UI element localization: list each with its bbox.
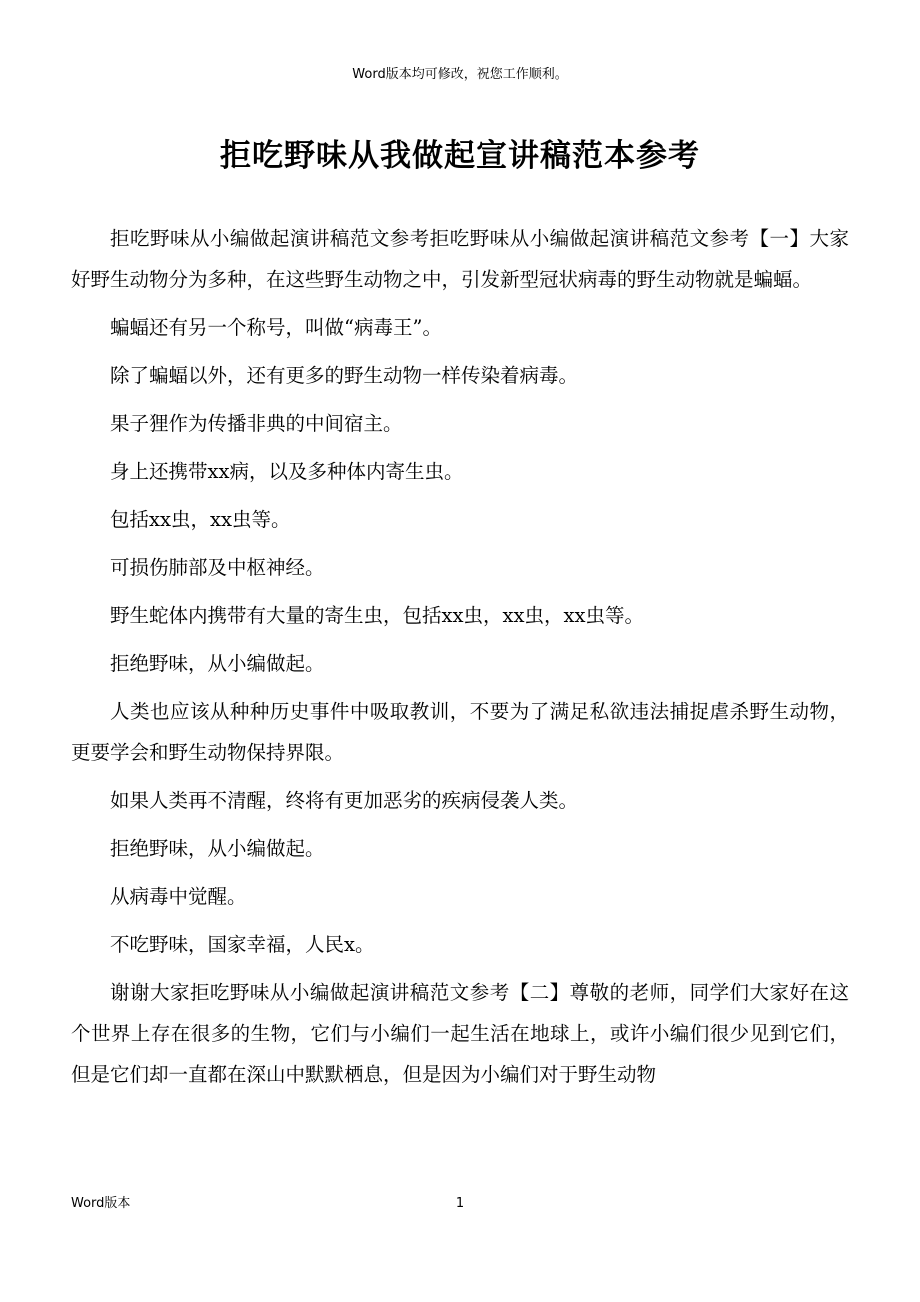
paragraph: 除了蝙蝠以外，还有更多的野生动物一样传染着病毒。	[110, 364, 579, 387]
paragraph: 蝙蝠还有另一个称号，叫做“病毒王”。	[110, 316, 442, 339]
paragraph: 如果人类再不清醒，终将有更加恶劣的疾病侵袭人类。	[110, 789, 579, 812]
paragraph: 果子狸作为传播非典的中间宿主。	[110, 412, 403, 435]
paragraph: 拒绝野味，从小编做起。	[110, 652, 325, 675]
paragraph: 拒绝野味，从小编做起。	[110, 837, 325, 860]
paragraph: 野生蛇体内携带有大量的寄生虫，包括xx虫，xx虫，xx虫等。	[110, 604, 644, 627]
paragraph: 身上还携带xx病，以及多种体内寄生虫。	[110, 460, 464, 483]
page-header: Word版本均可修改，祝您工作顺利。	[352, 67, 568, 82]
paragraph: 不吃野味，国家幸福，人民x。	[110, 933, 375, 956]
paragraph: 人类也应该从种种历史事件中吸取教训，不要为了满足私欲违法捕捉虐杀野生动物，更要学会和野生动物保持界限。	[71, 700, 849, 764]
paragraph: 包括xx虫，xx虫等。	[110, 508, 291, 531]
document-title: 拒吃野味从我做起宣讲稿范本参考	[220, 138, 700, 174]
document-body	[71, 218, 849, 1095]
paragraph: 可损伤肺部及中枢神经。	[110, 556, 325, 579]
paragraph: 拒吃野味从小编做起演讲稿范文参考拒吃野味从小编做起演讲稿范文参考【一】大家好野生动物分为多种，在这些野生动物之中，引发新型冠状病毒的野生动物就是蝙蝠。	[71, 227, 849, 291]
page-footer-label: Word版本	[71, 1196, 131, 1211]
paragraph: 从病毒中觉醒。	[110, 885, 247, 908]
page-number: 1	[455, 1196, 465, 1211]
paragraph: 谢谢大家拒吃野味从小编做起演讲稿范文参考【二】尊敬的老师，同学们大家好在这个世界上存在很多的生物，它们与小编们一起生活在地球上，或许小编们很少见到它们，但是它们却一直都在深山中默默栖息，但是因为小编们对于野生动物	[71, 981, 849, 1086]
